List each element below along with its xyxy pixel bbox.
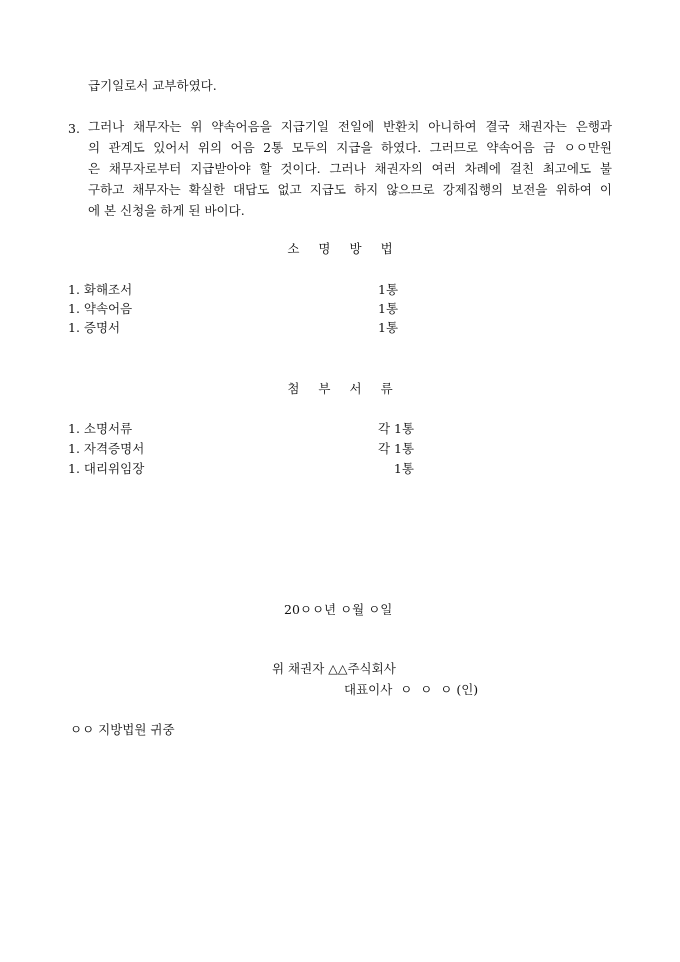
list-item-quantity: 1통 [378,320,399,335]
list-item-label: 1. 약속어음 [68,301,133,316]
attachments-heading: 첨부서류 [287,381,412,396]
document-date: 20ㅇㅇ년 ㅇ월 ㅇ일 [284,602,393,617]
list-item-quantity: 각 1통 [378,441,415,456]
court-addressee: ㅇㅇ 지방법원 귀중 [70,722,175,737]
paragraph-line: 의 관계도 있어서 위의 어음 2통 모두의 지급을 하였다. 그러므로 약속어음 금 ㅇㅇ만원 [88,140,612,155]
list-item-label: 1. 화해조서 [68,282,133,297]
list-item-label: 1. 증명서 [68,320,121,335]
paragraph-line: 은 채무자로부터 지급받아야 할 것이다. 그러나 채권자의 여러 차례에 걸친 최고에도 불 [88,161,612,176]
paragraph-line: 그러나 채무자는 위 약속어음을 지급기일 전일에 반환치 아니하여 결국 채권자는 은행과 [88,119,612,134]
paragraph-line: 에 본 신청을 하게 된 바이다. [88,203,245,218]
list-item-quantity: 1통 [378,282,399,297]
paragraph-line: 구하고 채무자는 확실한 대답도 없고 지급도 하지 않으므로 강제집행의 보전을 위하여 이 [88,182,612,197]
list-item-quantity: 1통 [378,461,414,476]
list-item-quantity: 각 1통 [378,421,415,436]
evidence-heading: 소명방법 [287,241,412,256]
list-item-label: 1. 대리위임장 [68,461,145,476]
signature-creditor: 위 채권자 △△주식회사 [272,661,396,676]
list-item-label: 1. 소명서류 [68,421,133,436]
list-item-quantity: 1통 [378,301,399,316]
paragraph-continuation: 급기일로서 교부하였다. [88,78,217,93]
signature-representative: 대표이사 ㅇ ㅇ ㅇ (인) [344,682,479,697]
paragraph-number: 3. [68,121,80,136]
list-item-label: 1. 자격증명서 [68,441,145,456]
